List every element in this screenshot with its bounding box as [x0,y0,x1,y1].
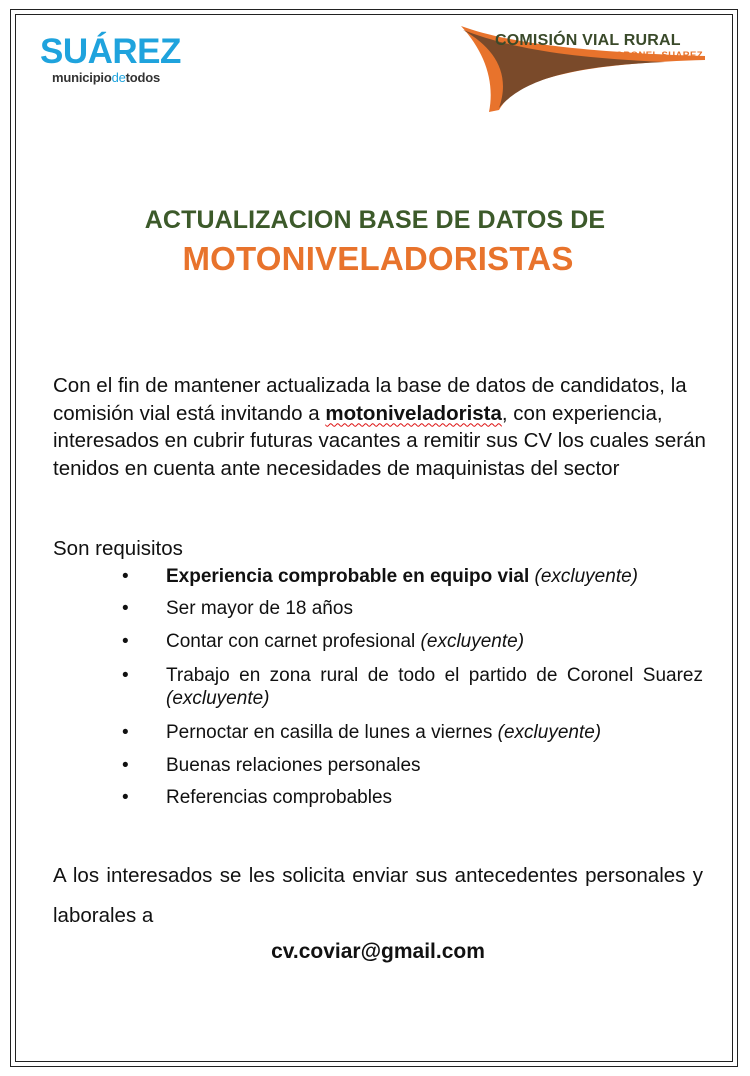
intro-part2: , con experiencia, interesados en cubrir futuras vacantes a remitir sus CV los cuales serán tenidos en cuenta ante necesidades de maquinistas del sector [53,401,706,480]
requirement-text: Ser mayor de 18 años [166,598,353,619]
intro-part1: Con el fin de mantener actualizada la base de datos de candidatos, la comisión vial está invitando a [53,374,687,425]
cvr-title: COMISIÓN VIAL RURAL [495,32,681,49]
requirement-text: Referencias comprobables [166,787,393,808]
heading-line2: MOTONIVELADORISTAS [182,240,574,277]
intro-emphasis: motoniveladorista [325,401,502,425]
requirement-text: Trabajo en zona rural de todo el partido de Coronel Suarez [166,665,703,686]
bullet-icon: • [122,787,129,808]
comision-vial-rural-logo [455,22,715,114]
tagline-start: municipio [52,70,112,85]
requirement-note: (excluyente) [534,566,638,587]
cvr-subtitle: CORONEL SUAREZ [608,50,703,61]
logo-suarez-wordmark: SUÁREZ [40,32,181,71]
requirement-note: (excluyente) [497,722,602,743]
requirement-text: Pernoctar en casilla de lunes a viernes [166,722,493,743]
bullet-icon: • [122,631,129,652]
requirement-text: Experiencia comprobable en equipo vial [166,566,530,587]
bullet-icon: • [122,566,129,587]
requirement-item [122,664,703,710]
requirements-title: Son requisitos [53,537,183,560]
tagline-end: todos [125,70,161,85]
requirement-item [122,630,703,653]
requirement-item [122,597,703,620]
requirement-note: (excluyente) [420,631,525,652]
requirement-item [122,721,703,744]
logo-tagline [52,70,181,85]
tagline-mid: de [111,70,126,85]
requirement-item [122,565,703,588]
bullet-icon: • [122,665,129,686]
requirement-text: Buenas relaciones personales [166,755,421,776]
requirement-item [122,754,703,777]
closing-paragraph: A los interesados se les solicita enviar sus antecedentes personales y laborales a [53,864,703,927]
bullet-icon: • [122,755,129,776]
intro-paragraph [53,372,713,482]
requirement-note: (excluyente) [166,688,270,709]
requirement-item [122,786,703,809]
municipio-suarez-logo [40,34,181,85]
heading-line1: ACTUALIZACION BASE DE DATOS DE [144,206,606,234]
contact-email: cv.coviar@gmail.com [271,940,485,963]
bullet-icon: • [122,598,129,619]
requirement-text: Contar con carnet profesional [166,631,416,652]
bullet-icon: • [122,722,129,743]
